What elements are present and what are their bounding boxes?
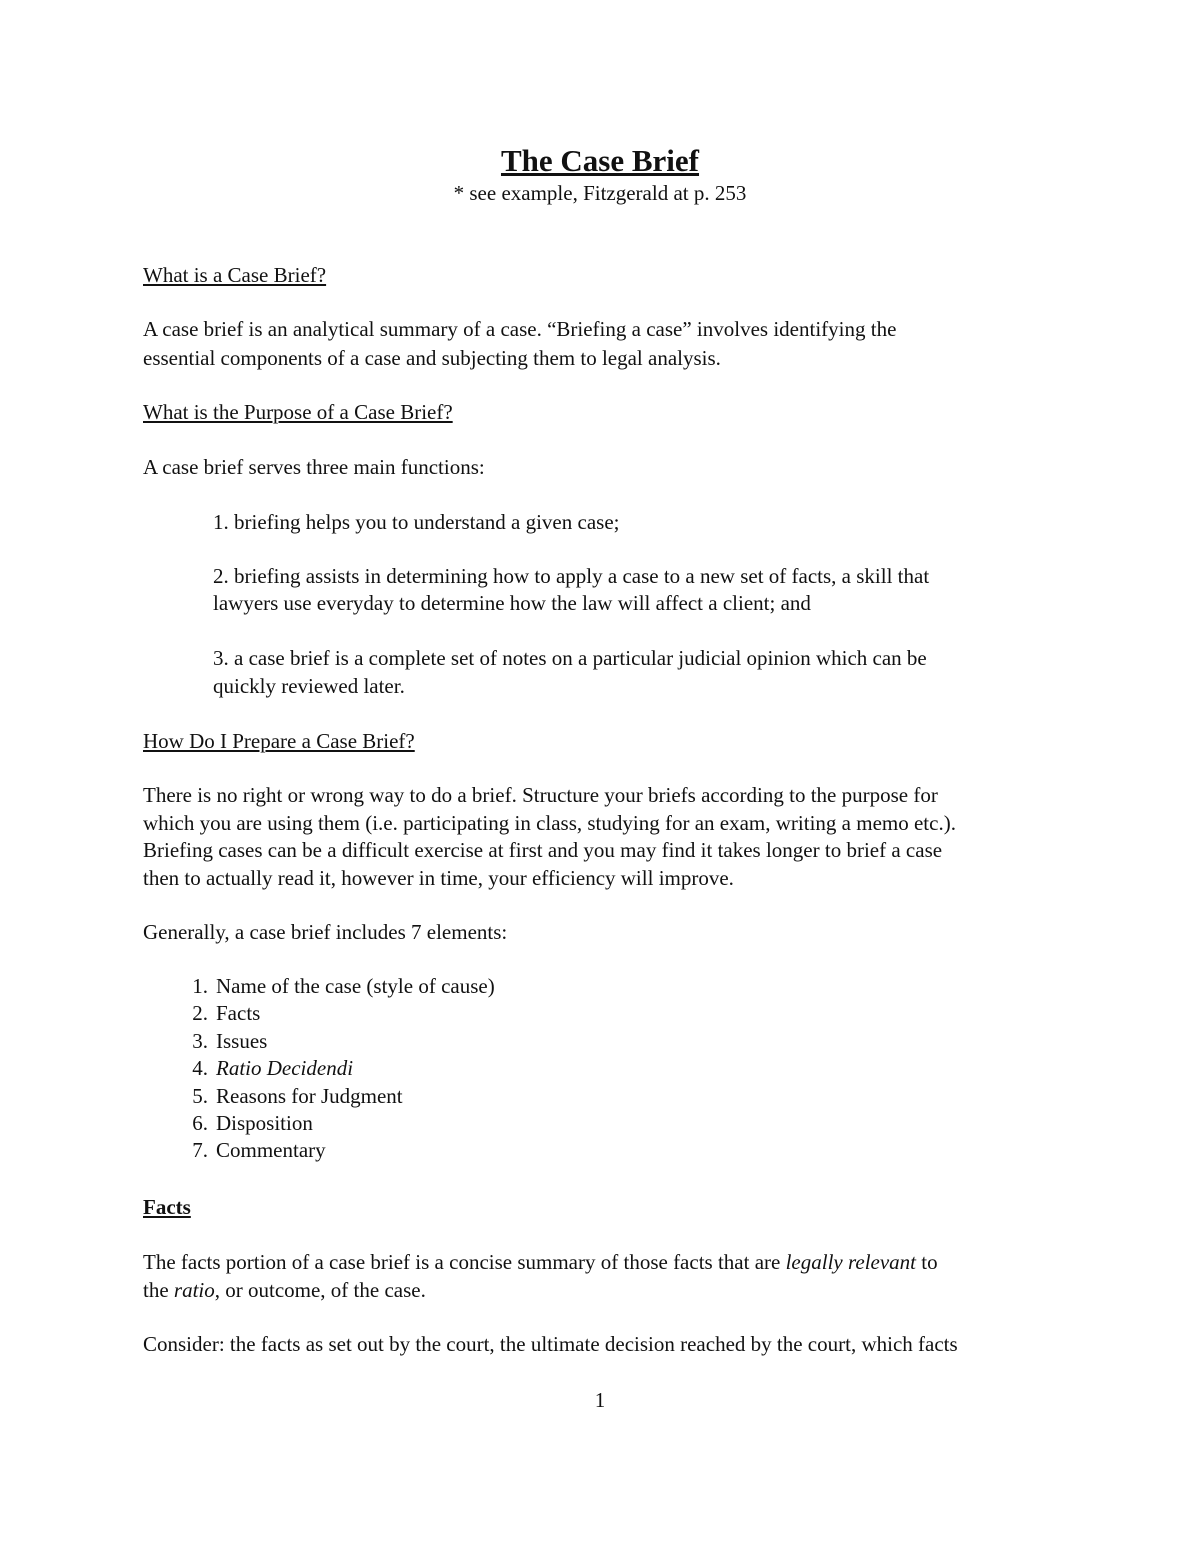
list-number: 3. [192, 1028, 208, 1053]
facts-line-2 [143, 1277, 426, 1304]
list-number: 2. [192, 1001, 208, 1026]
list-number: 1. [192, 974, 208, 998]
facts-text: to [916, 1250, 938, 1274]
function-item-2: 2. briefing assists in determining how to apply a case to a new set of facts, a skill that [213, 564, 930, 588]
list-number: 6. [192, 1110, 208, 1135]
list-text: Ratio Decidendi [216, 1056, 354, 1081]
list-text: Reasons for Judgment [216, 1083, 403, 1108]
function-item-3-cont: quickly reviewed later. [213, 674, 405, 698]
function-item-2-cont: lawyers use everyday to determine how the law will affect a client; and [213, 591, 811, 615]
facts-consider-line: Consider: the facts as set out by the court, the ultimate decision reached by the court, which facts [143, 1332, 958, 1356]
list-text: Issues [216, 1028, 268, 1053]
facts-text: The facts portion of a case brief is a concise summary of those facts that are [143, 1250, 786, 1274]
list-number: 4. [192, 1056, 208, 1081]
facts-emphasis: legally relevant [785, 1250, 917, 1274]
list-number: 7. [192, 1138, 208, 1163]
facts-emphasis: ratio [173, 1278, 215, 1302]
elements-intro: Generally, a case brief includes 7 elements: [143, 920, 508, 944]
document-title: The Case Brief [500, 143, 700, 178]
facts-text: , or outcome, of the case. [214, 1278, 426, 1302]
list-number: 5. [192, 1083, 208, 1108]
heading-how-to-prepare: How Do I Prepare a Case Brief? [143, 729, 415, 753]
facts-text: the [143, 1278, 174, 1302]
heading-facts: Facts [143, 1195, 191, 1219]
page-number: 1 [594, 1388, 606, 1412]
paragraph-line: A case brief is an analytical summary of a case. “Briefing a case” involves identifying the [143, 317, 897, 341]
list-text: Facts [216, 1001, 261, 1026]
purpose-intro: A case brief serves three main functions: [143, 455, 485, 479]
paragraph-line: which you are using them (i.e. participating in class, studying for an exam, writing a memo etc.). [143, 811, 956, 835]
paragraph-line: essential components of a case and subjecting them to legal analysis. [143, 346, 721, 370]
paragraph-line: There is no right or wrong way to do a brief. Structure your briefs according to the purpose for [143, 783, 938, 807]
list-text: Disposition [216, 1110, 313, 1135]
list-text: Commentary [216, 1138, 326, 1163]
function-item-3: 3. a case brief is a complete set of notes on a particular judicial opinion which can be [213, 646, 927, 670]
heading-what-is-case-brief: What is a Case Brief? [143, 263, 327, 287]
paragraph-line: then to actually read it, however in time, your efficiency will improve. [143, 866, 734, 890]
facts-line-1 [143, 1249, 938, 1276]
document-subtitle: * see example, Fitzgerald at p. 253 [453, 181, 747, 205]
paragraph-line: Briefing cases can be a difficult exercise at first and you may find it takes longer to brief a case [143, 838, 943, 862]
function-item-1: 1. briefing helps you to understand a given case; [213, 510, 620, 534]
list-text: Name of the case (style of cause) [216, 974, 495, 998]
heading-purpose: What is the Purpose of a Case Brief? [143, 400, 453, 424]
